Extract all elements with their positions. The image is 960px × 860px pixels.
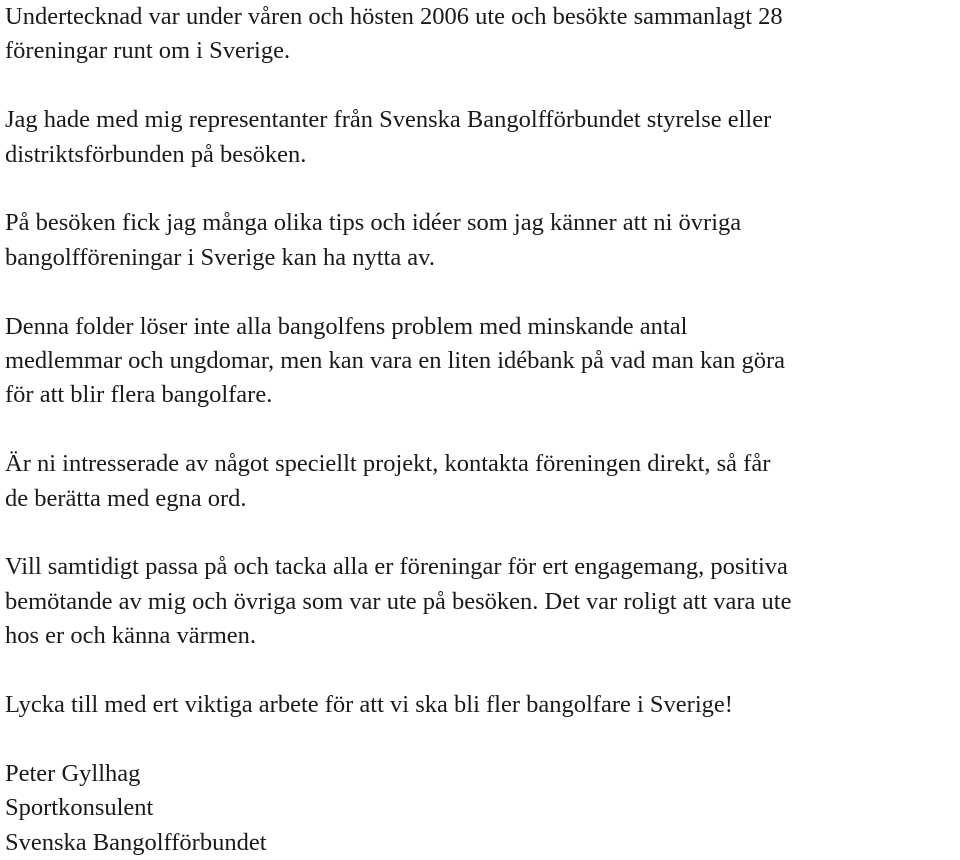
text-line: bangolfföreningar i Sverige kan ha nytta av. <box>5 243 435 271</box>
text-line: hos er och känna värmen. <box>5 622 257 650</box>
signature-organization: Svenska Bangolfförbundet <box>5 828 267 856</box>
text-line: Är ni intresserade av något speciellt projekt, kontakta föreningen direkt, så får <box>5 450 771 478</box>
text-line: På besöken fick jag många olika tips och idéer som jag känner att ni övriga <box>5 209 742 237</box>
paragraph-thanks <box>5 550 955 653</box>
paragraph-folder <box>5 310 955 413</box>
text-line: de berätta med egna ord. <box>5 484 247 512</box>
signature-block <box>5 757 955 860</box>
paragraph-tips <box>5 206 955 275</box>
text-line: föreningar runt om i Sverige. <box>5 37 291 65</box>
text-line: Undertecknad var under våren och hösten 2006 ute och besökte sammanlagt 28 <box>5 3 783 30</box>
signature-name: Peter Gyllhag <box>5 759 141 787</box>
text-line: distriktsförbunden på besöken. <box>5 140 307 168</box>
text-line: Denna folder löser inte alla bangolfens problem med minskande antal <box>5 312 688 340</box>
paragraph-good-luck <box>5 688 955 722</box>
text-line: Jag hade med mig representanter från Svenska Bangolfförbundet styrelse eller <box>5 106 772 134</box>
text-line: bemötande av mig och övriga som var ute på besöken. Det var roligt att vara ute <box>5 587 792 615</box>
paragraph-contact <box>5 447 955 516</box>
text-line: Vill samtidigt passa på och tacka alla er föreningar för ert engagemang, positiva <box>5 553 788 581</box>
paragraph-representatives <box>5 103 955 172</box>
text-line: medlemmar och ungdomar, men kan vara en liten idébank på vad man kan göra <box>5 347 786 375</box>
letter-document <box>5 0 955 860</box>
text-line: för att blir flera bangolfare. <box>5 381 273 409</box>
text-line: Lycka till med ert viktiga arbete för att vi ska bli fler bangolfare i Sverige! <box>5 691 733 719</box>
signature-title: Sportkonsulent <box>5 794 154 822</box>
paragraph-visits <box>5 0 955 69</box>
